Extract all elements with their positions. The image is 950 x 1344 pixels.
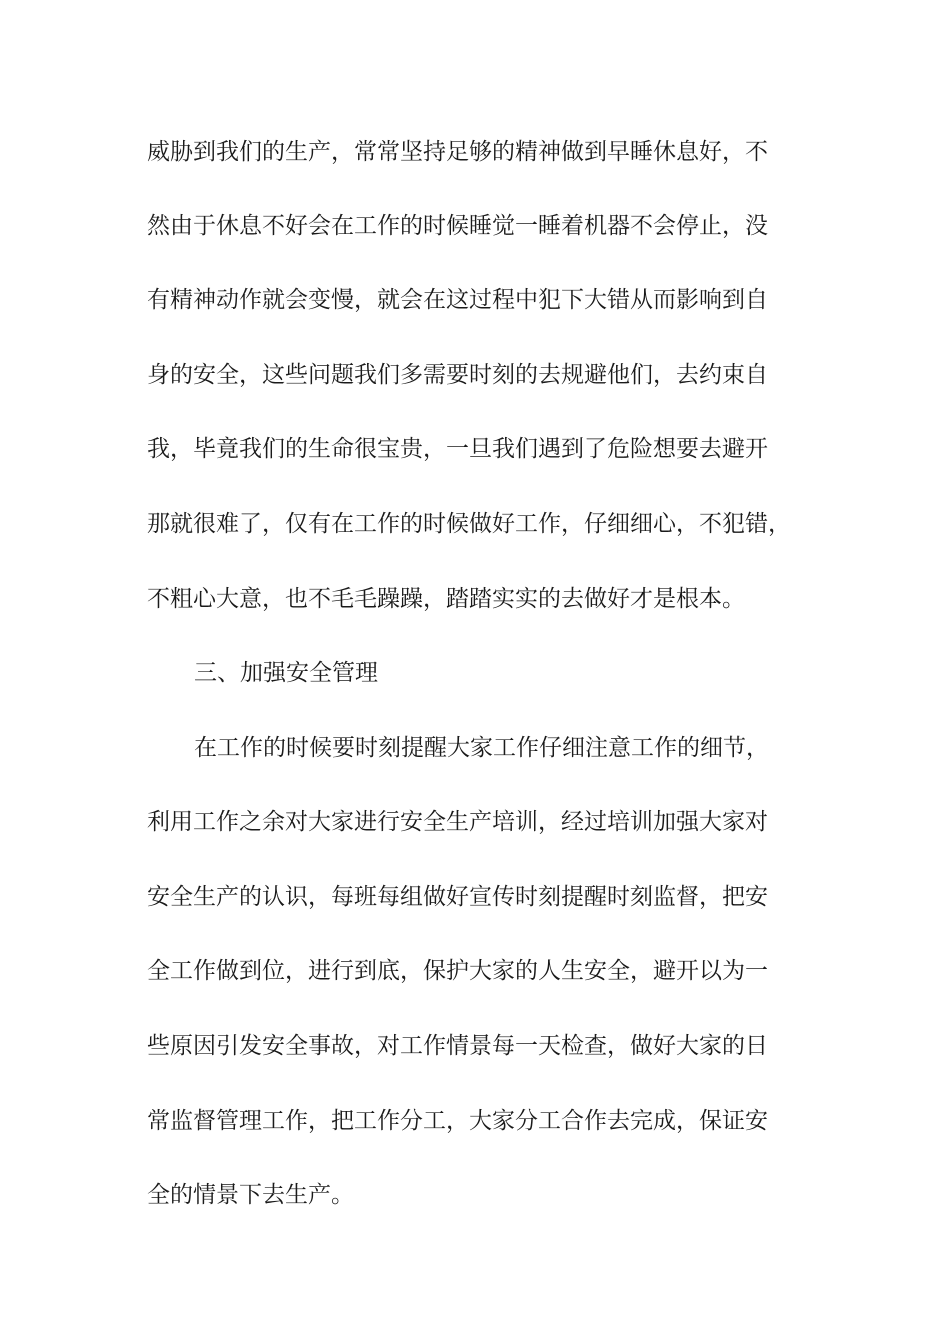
paragraph-line: 全工作做到位，进行到底，保护大家的人生安全，避开以为一	[147, 958, 768, 984]
paragraph-line: 有精神动作就会变慢，就会在这过程中犯下大错从而影响到自	[147, 287, 768, 313]
paragraph-line: 身的安全，这些问题我们多需要时刻的去规避他们，去约束自	[147, 362, 768, 388]
paragraph-line: 在工作的时候要时刻提醒大家工作仔细注意工作的细节，	[194, 735, 769, 761]
paragraph-line: 不粗心大意，也不毛毛躁躁，踏踏实实的去做好才是根本。	[147, 586, 745, 612]
paragraph-line: 些原因引发安全事故，对工作情景每一天检查，做好大家的日	[147, 1033, 768, 1059]
section-heading: 三、加强安全管理	[194, 660, 378, 686]
paragraph-line: 威胁到我们的生产，常常坚持足够的精神做到早睡休息好，不	[147, 139, 768, 165]
paragraph-line: 那就很难了，仅有在工作的时候做好工作，仔细细心，不犯错，	[147, 511, 791, 537]
paragraph-line: 全的情景下去生产。	[147, 1182, 354, 1208]
paragraph-line: 然由于休息不好会在工作的时候睡觉一睡着机器不会停止，没	[147, 213, 768, 239]
paragraph-line: 我，毕竟我们的生命很宝贵，一旦我们遇到了危险想要去避开	[147, 436, 768, 462]
paragraph-line: 利用工作之余对大家进行安全生产培训，经过培训加强大家对	[147, 809, 768, 835]
paragraph-line: 安全生产的认识，每班每组做好宣传时刻提醒时刻监督，把安	[147, 884, 768, 910]
paragraph-line: 常监督管理工作，把工作分工，大家分工合作去完成，保证安	[147, 1108, 768, 1134]
